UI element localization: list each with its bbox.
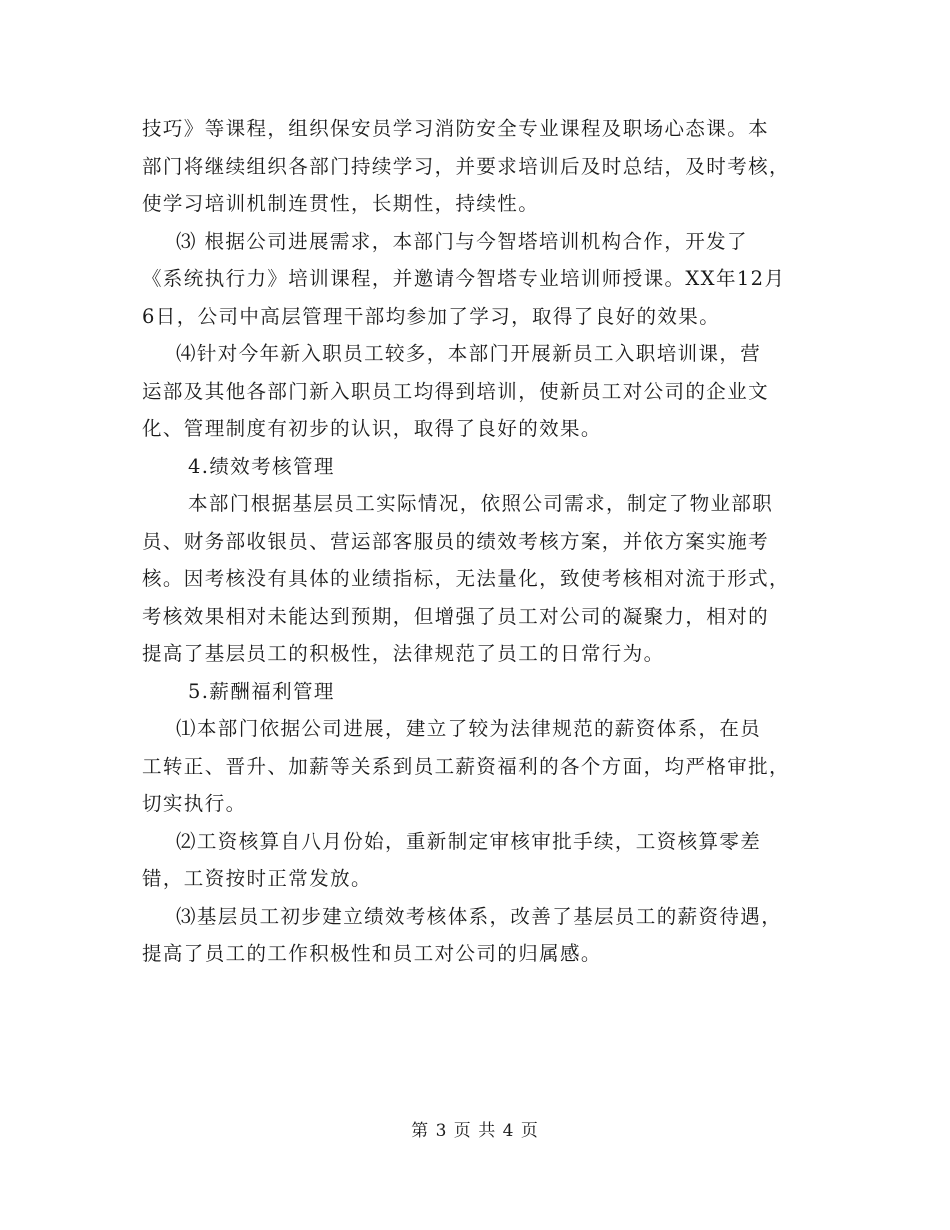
text-line: ⑴本部门依据公司进展，建立了较为法律规范的薪资体系，在员 <box>176 717 762 740</box>
text-line: 核。因考核没有具体的业绩指标，无法量化，致使考核相对流于形式， <box>142 567 790 590</box>
text-line: 员、财务部收银员、营运部客服员的绩效考核方案，并依方案实施考 <box>142 530 770 553</box>
text-line: 工转正、晋升、加薪等关系到员工薪资福利的各个方面，均严格审批， <box>142 755 790 778</box>
text-line: 本部门根据基层员工实际情况，依照公司需求，制定了物业部职 <box>188 492 774 515</box>
text-line: 技巧》等课程，组织保安员学习消防安全专业课程及职场心态课。本 <box>142 117 770 140</box>
text-line: 提高了基层员工的积极性，法律规范了员工的日常行为。 <box>142 642 665 665</box>
section-heading: 5.薪酬福利管理 <box>188 680 335 703</box>
text-line: 考核效果相对未能达到预期，但增强了员工对公司的凝聚力，相对的 <box>142 605 770 628</box>
text-line: 《系统执行力》培训课程，并邀请今智塔专业培训师授课。XX年12月 <box>142 267 786 290</box>
section-heading: 4.绩效考核管理 <box>188 455 335 478</box>
text-line: 化、管理制度有初步的认识，取得了良好的效果。 <box>142 417 602 440</box>
text-line: 使学习培训机制连贯性，长期性，持续性。 <box>142 192 540 215</box>
text-line: ⑵工资核算自八月份始，重新制定审核审批手续，工资核算零差 <box>176 830 762 853</box>
text-line: 提高了员工的工作积极性和员工对公司的归属感。 <box>142 942 602 965</box>
text-line: ⑶基层员工初步建立绩效考核体系，改善了基层员工的薪资待遇， <box>176 905 783 928</box>
text-line: 切实执行。 <box>142 792 247 815</box>
page-footer: 第 3 页 共 4 页 <box>411 1121 539 1141</box>
text-line: 错，工资按时正常发放。 <box>142 867 372 890</box>
text-line: ⑶ 根据公司进展需求，本部门与今智塔培训机构合作，开发了 <box>176 230 748 253</box>
text-line: 部门将继续组织各部门持续学习，并要求培训后及时总结，及时考核， <box>142 155 790 178</box>
text-line: 6日，公司中高层管理干部均参加了学习，取得了良好的效果。 <box>142 305 721 328</box>
text-line: ⑷针对今年新入职员工较多，本部门开展新员工入职培训课，营 <box>176 342 762 365</box>
text-line: 运部及其他各部门新入职员工均得到培训，使新员工对公司的企业文 <box>142 380 770 403</box>
